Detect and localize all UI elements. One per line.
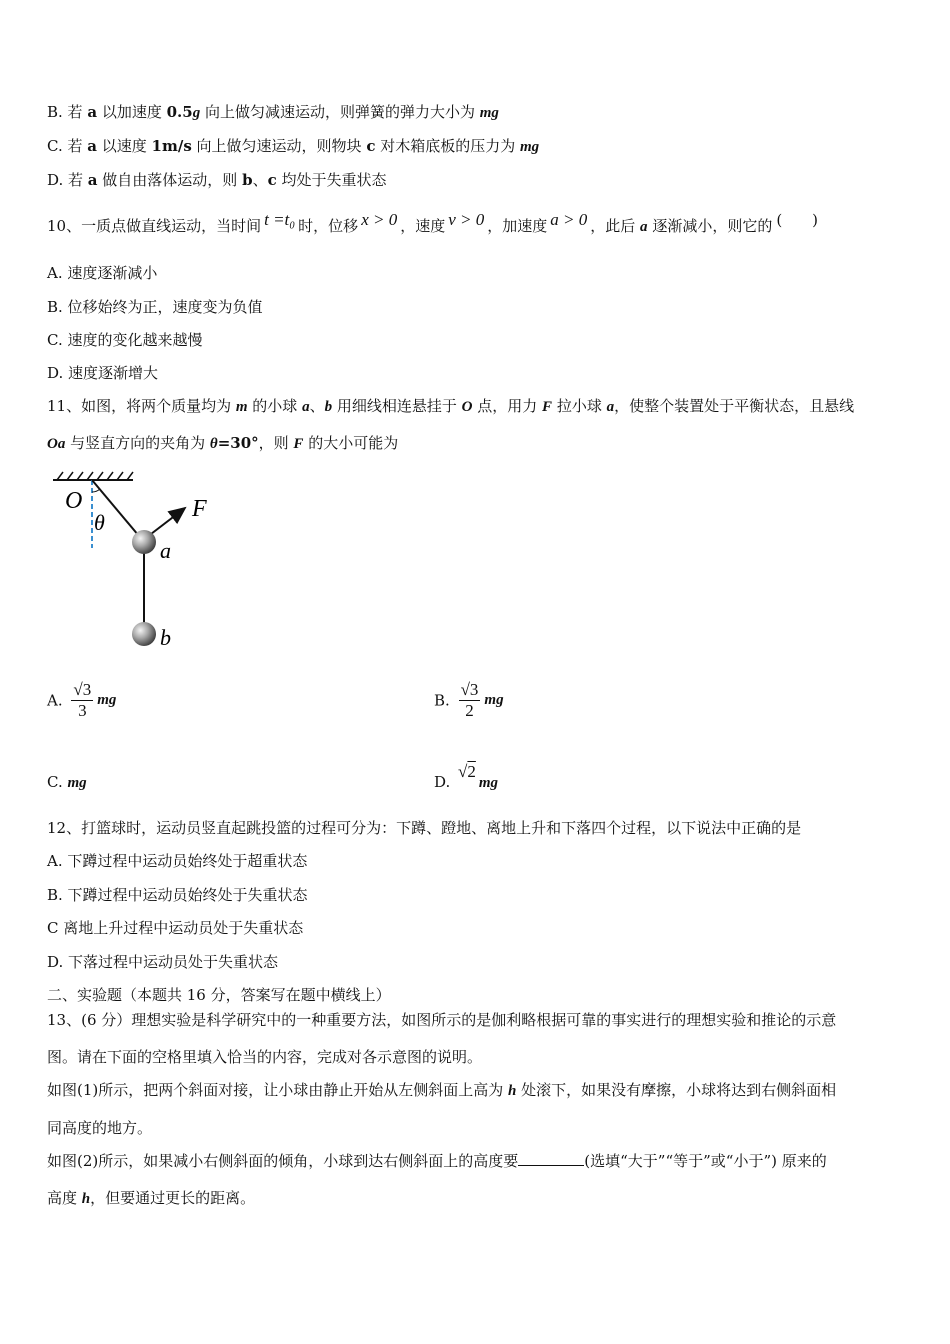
var-mg: mg: [520, 139, 540, 155]
var-c: c: [267, 171, 277, 189]
text: 向上做匀减速运动，则弹簧的弹力大小为: [200, 103, 480, 121]
text: 、: [309, 397, 325, 415]
q10-option: A. 速度逐渐减小: [47, 264, 158, 282]
q10-option: C. 速度的变化越来越慢: [47, 331, 203, 349]
fraction: [71, 680, 93, 721]
ball-b: [132, 622, 156, 646]
text: ，速度: [400, 217, 446, 235]
var-o: O: [461, 399, 473, 415]
q13-line5: [47, 1150, 827, 1172]
text: 以加速度: [97, 103, 167, 121]
q11-option-b: [434, 680, 504, 721]
pendulum-figure: [47, 468, 227, 653]
text: 做自由落体运动，则: [97, 171, 243, 189]
text: 逐渐减小，则它的: [647, 217, 773, 235]
var-c: c: [366, 137, 376, 155]
text: 向上做匀速运动，则物块: [191, 137, 367, 155]
var-a: a: [87, 171, 98, 189]
var-a: a: [302, 399, 310, 415]
text: 如图(2)所示，如果减小右侧斜面的倾角，小球到达右侧斜面上的高度要: [47, 1152, 519, 1170]
denominator: 2: [465, 701, 474, 720]
text: 与竖直方向的夹角为: [65, 434, 210, 452]
text: 的小球: [247, 397, 303, 415]
var-mg: mg: [97, 692, 117, 708]
option-label: A.: [47, 691, 63, 710]
option-label: D.: [434, 773, 451, 791]
text: 均处于失重状态: [276, 171, 387, 189]
text: 对木箱底板的压力为: [375, 137, 520, 155]
var-a: a: [640, 219, 648, 235]
value: 0.5: [166, 103, 193, 121]
var-h: h: [81, 1191, 91, 1207]
radical-sign: √: [458, 762, 468, 781]
var-m: m: [235, 399, 248, 415]
text: 用细线相连悬挂于: [332, 397, 462, 415]
q13-line4: 同高度的地方。: [47, 1119, 153, 1137]
text: 高度: [47, 1189, 82, 1207]
q12-option: A. 下蹲过程中运动员始终处于超重状态: [47, 852, 308, 870]
text: 、: [252, 171, 268, 189]
text: ，但要通过更长的距离。: [90, 1189, 256, 1207]
text: D. 若: [47, 171, 88, 189]
math-x: x > 0: [361, 210, 398, 229]
var-a: a: [606, 399, 615, 415]
var-b: b: [242, 171, 253, 189]
q12-stem: 12、打篮球时，运动员竖直起跳投篮的过程可分为：下蹲、蹬地、离地上升和下落四个过程，以下说法中正确的是: [47, 819, 802, 837]
q11-stem-line2: [47, 432, 398, 455]
q9-option-c: [47, 135, 539, 158]
option-label: B.: [434, 691, 450, 710]
text: 时，位移: [298, 217, 359, 235]
var-a: a: [87, 103, 98, 121]
q11-option-a: [47, 680, 116, 721]
q10-option: D. 速度逐渐增大: [47, 364, 159, 382]
label-b: b: [160, 625, 171, 650]
ball-a: [132, 530, 156, 554]
text: B. 若: [47, 103, 88, 121]
q11-option-d: [434, 762, 499, 794]
var-f: F: [542, 399, 553, 415]
q13-line3: [47, 1079, 836, 1102]
text: (选填“大于”“等于”或“小于”) 原来的: [584, 1152, 827, 1170]
text: 以速度: [96, 137, 152, 155]
q10-option: B. 位移始终为正，速度变为负值: [47, 298, 263, 316]
q10-stem: [47, 210, 819, 238]
numerator: √3: [460, 680, 479, 699]
q13-line6: [47, 1187, 255, 1210]
answer-blank[interactable]: [518, 1151, 584, 1166]
text: ，此后: [590, 217, 641, 235]
force-arrow: [151, 508, 185, 534]
var-mg: mg: [478, 775, 499, 791]
sqrt: [458, 762, 476, 781]
text: 的大小可能为: [303, 434, 399, 452]
label-f: F: [192, 496, 207, 522]
q12-option: C 离地上升过程中运动员处于失重状态: [47, 919, 304, 937]
var-mg: mg: [479, 105, 499, 121]
q11-stem-line1: [47, 395, 854, 418]
denominator: 3: [78, 701, 87, 720]
var-theta: θ: [209, 436, 218, 452]
text: 拉小球: [552, 397, 607, 415]
math-t: t =t₀: [264, 210, 296, 229]
math-a: a > 0: [550, 210, 588, 229]
q13-line1: 13、(6 分）理想实验是科学研究中的一种重要方法，如图所示的是伽利略根据可靠的事实进行的理想实验和推论的示意: [47, 1011, 837, 1029]
numerator: √3: [73, 680, 92, 699]
option-label: C.: [47, 773, 63, 791]
var-f: F: [293, 436, 304, 452]
math-v: v > 0: [448, 210, 485, 229]
fraction: [459, 680, 481, 721]
var-oa: Oa: [47, 436, 66, 452]
q9-option-b: [47, 101, 499, 124]
var-a: a: [87, 137, 97, 155]
text: ，则: [258, 434, 294, 452]
text: 处滚下，如果没有摩擦，小球将达到右侧斜面相: [516, 1081, 837, 1099]
var-mg: mg: [484, 692, 504, 708]
text: 如图(1)所示，把两个斜面对接，让小球由静止开始从左侧斜面上高为: [47, 1081, 509, 1099]
var-h: h: [508, 1083, 517, 1099]
label-a: a: [160, 538, 171, 563]
answer-paren: ( ): [776, 211, 819, 229]
radicand: 2: [467, 762, 476, 781]
text: ，使整个装置处于平衡状态，且悬线: [614, 397, 855, 415]
q12-option: D. 下落过程中运动员处于失重状态: [47, 953, 279, 971]
var-g: g: [192, 105, 201, 121]
q9-option-d: [47, 169, 387, 191]
text: 点，用力: [472, 397, 543, 415]
text: 11、如图，将两个质量均为: [47, 397, 236, 415]
q12-option: B. 下蹲过程中运动员始终处于失重状态: [47, 886, 308, 904]
section-heading: 二、实验题（本题共 16 分，答案写在题中横线上）: [47, 986, 391, 1004]
value: 1m/s: [151, 137, 192, 155]
value: =30°: [217, 434, 259, 452]
label-o: O: [65, 488, 83, 514]
q13-line2: 图。请在下面的空格里填入恰当的内容，完成对各示意图的说明。: [47, 1048, 483, 1066]
ceiling-hatch: [53, 472, 133, 480]
var-b: b: [324, 399, 333, 415]
q11-option-c: [47, 771, 87, 794]
text: C. 若: [47, 137, 88, 155]
text: 10、一质点做直线运动，当时间: [47, 217, 262, 235]
label-theta: θ: [94, 510, 105, 535]
var-mg: mg: [67, 775, 87, 791]
text: ，加速度: [487, 217, 548, 235]
